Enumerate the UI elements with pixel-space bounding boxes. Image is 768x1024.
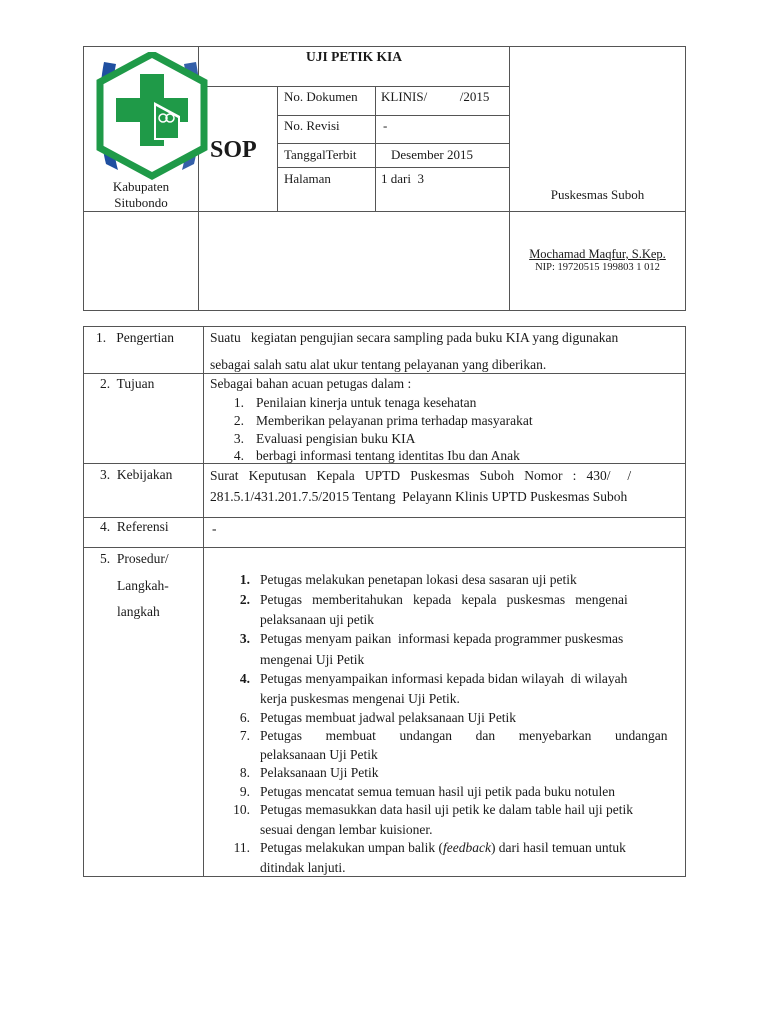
step-text-cont: mengenai Uji Petik — [260, 652, 365, 667]
step-text-cont: pelaksanaan uji petik — [260, 612, 374, 627]
tujuan-item-text: Evaluasi pengisian buku KIA — [256, 431, 416, 446]
step-number: 3. — [239, 631, 250, 646]
meta-label-halaman: Halaman — [284, 171, 331, 186]
label-pengertian: 1. Pengertian — [96, 330, 174, 345]
tujuan-item-number: 2. — [233, 413, 244, 428]
step-text-cont: kerja puskesmas mengenai Uji Petik. — [260, 691, 460, 706]
step-text: Petugas menyampaikan informasi kepada bidan wilayah di wilayah — [260, 671, 628, 686]
label-prosedur-3: langkah — [117, 604, 160, 619]
meta-label-revisi: No. Revisi — [284, 118, 340, 133]
step-number: 7. — [239, 728, 250, 743]
meta-label-dokumen: No. Dokumen — [284, 89, 358, 104]
pengertian-text-2: sebagai salah satu alat ukur tentang pelayanan yang diberikan. — [210, 357, 547, 372]
tujuan-item-number: 3. — [233, 431, 244, 446]
step-text-part: ) dari hasil temuan untuk — [490, 840, 626, 855]
step-number: 8. — [239, 765, 250, 780]
signer-name: Mochamad Maqfur, S.Kep. — [529, 247, 666, 261]
puskesmas-logo — [96, 52, 216, 182]
tujuan-item-number: 4. — [233, 448, 244, 463]
step-text: Petugas menyam paikan informasi kepada programmer puskesmas — [260, 631, 624, 646]
document-title: UJI PETIK KIA — [305, 49, 403, 64]
org-left-line1: Kabupaten — [112, 179, 170, 194]
meta-value-tanggal: Desember 2015 — [391, 147, 473, 162]
tujuan-item-number: 1. — [233, 395, 244, 410]
meta-value-revisi: - — [383, 118, 388, 133]
tujuan-item-text: berbagi informasi tentang identitas Ibu dan Anak — [256, 448, 520, 463]
kebijakan-text-2: 281.5.1/431.201.7.5/2015 Tentang Pelayann Klinis UPTD Puskesmas Suboh — [210, 489, 628, 504]
step-number: 10. — [233, 802, 250, 817]
pengertian-text-1: Suatu kegiatan pengujian secara sampling pada buku KIA yang digunakan — [210, 330, 619, 345]
label-prosedur-1: 5. Prosedur/ — [100, 551, 169, 566]
step-text: Petugas memberitahukan kepada kepala puskesmas mengenai — [260, 592, 628, 607]
meta-label-tanggal: TanggalTerbit — [284, 147, 357, 162]
label-referensi: 4. Referensi — [100, 519, 169, 534]
meta-value-halaman: 1 dari 3 — [381, 171, 424, 186]
step-text-emphasis: feedback — [442, 840, 491, 855]
step-text: Pelaksanaan Uji Petik — [260, 765, 379, 780]
step-text-cont: sesuai dengan lembar kuisioner. — [260, 822, 433, 837]
tujuan-item-text: Penilaian kinerja untuk tenaga kesehatan — [256, 395, 477, 410]
kebijakan-text-1: Surat Keputusan Kepala UPTD Puskesmas Suboh Nomor : 430/ / — [210, 468, 632, 483]
org-left-line2: Situbondo — [114, 195, 168, 210]
label-prosedur-2: Langkah- — [117, 578, 169, 593]
step-text-cont: ditindak lanjuti. — [260, 860, 346, 875]
step-text: Petugas melakukan penetapan lokasi desa sasaran uji petik — [260, 572, 577, 587]
step-text — [260, 839, 626, 857]
step-number: 4. — [239, 671, 250, 686]
referensi-value: - — [212, 521, 217, 536]
step-text: Petugas membuat jadwal pelaksanaan Uji Petik — [260, 710, 517, 725]
step-text: Petugas memasukkan data hasil uji petik ke dalam table hail uji petik — [260, 802, 634, 817]
tujuan-item-text: Memberikan pelayanan prima terhadap masyarakat — [256, 413, 533, 428]
label-kebijakan: 3. Kebijakan — [100, 467, 173, 482]
step-text: Petugas membuat undangan dan menyebarkan undangan — [260, 728, 668, 743]
step-number: 1. — [239, 572, 250, 587]
step-text-part: Petugas melakukan umpan balik ( — [260, 840, 443, 855]
tujuan-intro: Sebagai bahan acuan petugas dalam : — [210, 376, 412, 391]
org-right: Puskesmas Suboh — [550, 187, 645, 202]
step-number: 2. — [239, 592, 250, 607]
sop-label: SOP — [210, 137, 257, 163]
meta-value-dokumen: KLINIS/ /2015 — [381, 89, 490, 104]
signer-nip: NIP: 19720515 199803 1 012 — [535, 262, 660, 273]
step-text: Petugas mencatat semua temuan hasil uji petik pada buku notulen — [260, 784, 616, 799]
step-number: 6. — [239, 710, 250, 725]
label-tujuan: 2. Tujuan — [100, 376, 155, 391]
step-number: 11. — [233, 840, 250, 855]
step-number: 9. — [239, 784, 250, 799]
step-text-cont: pelaksanaan Uji Petik — [260, 747, 378, 762]
